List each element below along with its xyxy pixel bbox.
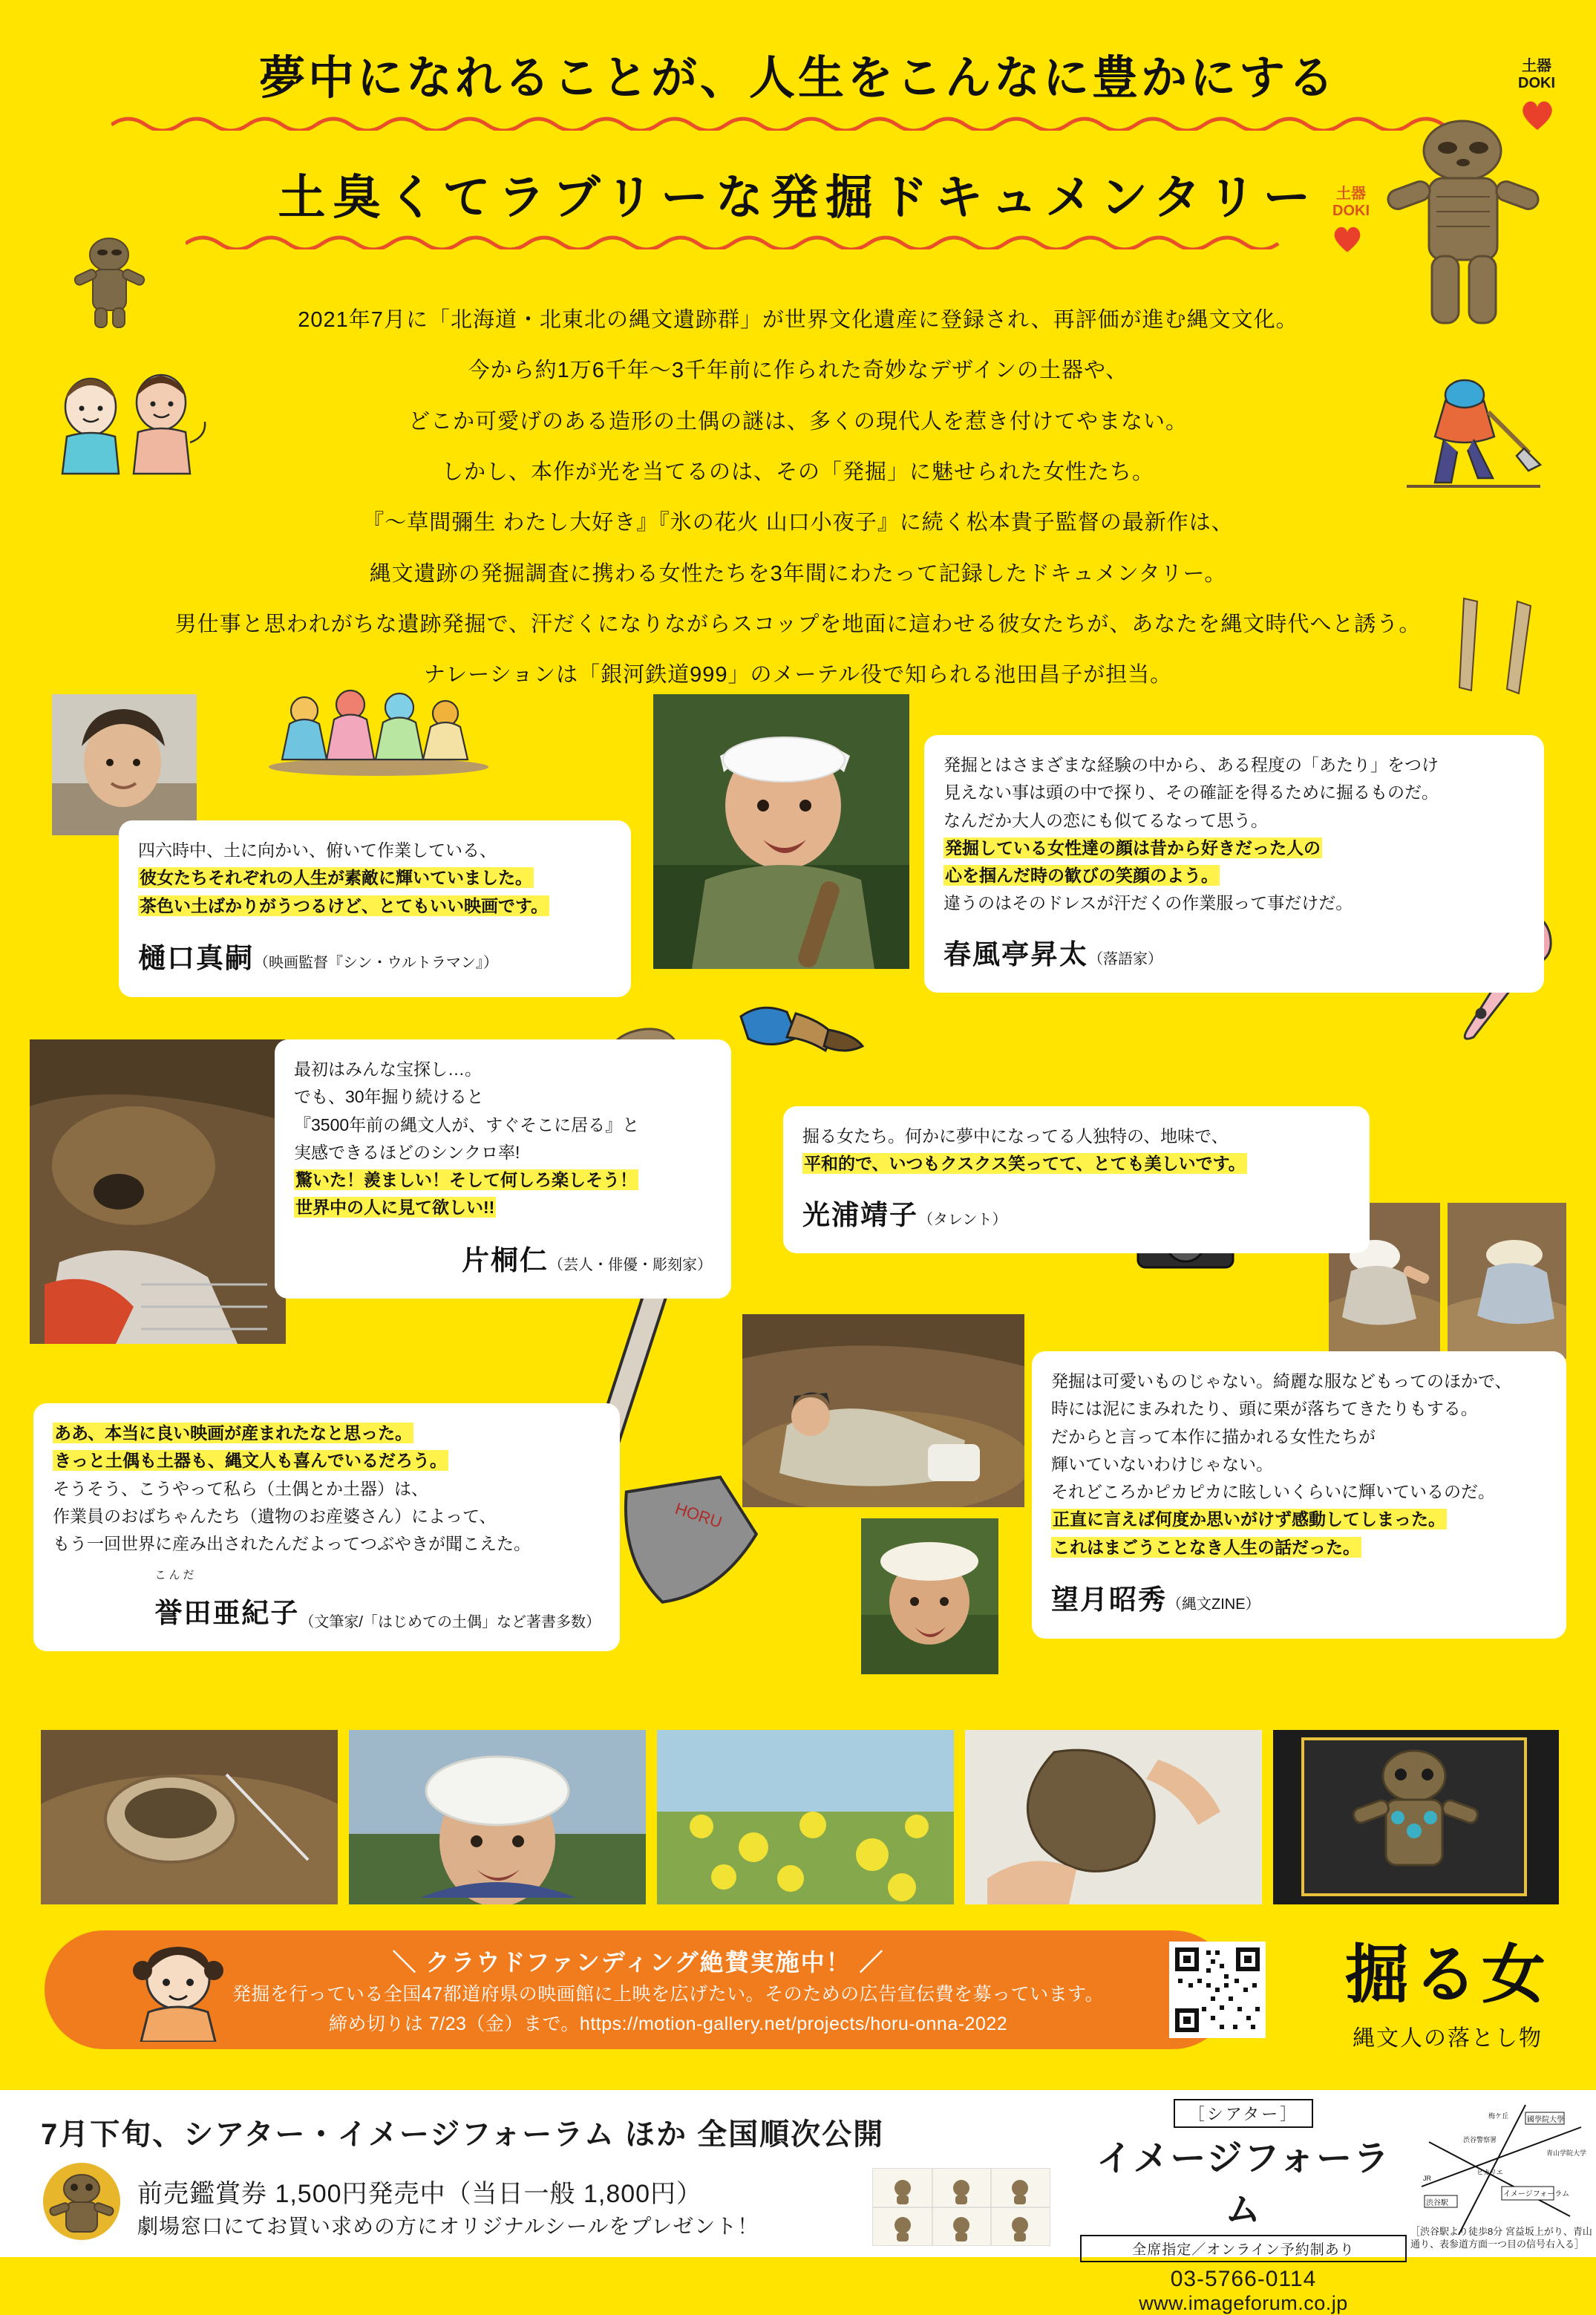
- svg-text:イメージフォーラム: イメージフォーラム: [1503, 2190, 1570, 2198]
- intro-line: 2021年7月に「北海道・北東北の縄文遺跡群」が世界文化遺産に登録され、再評価が進む縄文文化。: [298, 308, 1298, 332]
- theater-name: イメージフォーラム: [1096, 2139, 1391, 2230]
- comment-line: もう一回世界に産み出されたんだよってつぶやきが聞こえた。: [53, 1534, 531, 1553]
- theater-phone[interactable]: 03-5766-0114: [1170, 2267, 1317, 2291]
- photo-strip-helmet-person: [349, 1730, 646, 1904]
- doki-label-top-right: 土器 DOKI: [1518, 58, 1555, 91]
- comment-line: そうそう、こうやって私ら（土偶とか土器）は、: [53, 1478, 428, 1498]
- comment-card-katagiri: [275, 1039, 731, 1299]
- photo-portrait-field: [861, 1518, 998, 1674]
- comment-line-highlight: 心を掴んだ時の歓びの笑顔のよう。: [945, 866, 1218, 885]
- wavy-divider-second-icon: [186, 230, 1299, 249]
- film-subtitle: 縄文人の落とし物: [1353, 2026, 1543, 2051]
- crowdfunding-description: 発掘を行っている全国47都道府県の映画館に上映を広げたい。そのための広告宣伝費を募っています。: [232, 1984, 1105, 2005]
- crowdfunding-banner[interactable]: [45, 1930, 1232, 2049]
- commenter-name: 樋口真嗣: [138, 942, 254, 973]
- comment-card-mochizuki: [1032, 1351, 1566, 1639]
- theater-tag: ［シアター］: [1174, 2099, 1313, 2128]
- crowdfunding-qr-code[interactable]: [1169, 1942, 1266, 2038]
- commenter-name-ruby: こんだ: [154, 1569, 197, 1582]
- photo-strip-rapeseed-field: [657, 1730, 954, 1904]
- svg-text:JR: JR: [1423, 2175, 1431, 2182]
- photo-field-woman: [653, 694, 909, 969]
- intro-line: 今から約1万6千年〜3千年前に作られた奇妙なデザインの土器や、: [468, 359, 1128, 383]
- comment-line: 時には泥にまみれたり、頭に栗が落ちてきたりもする。: [1051, 1399, 1478, 1419]
- headline-secondary: 土臭くてラブリーな発掘ドキュメンタリー: [278, 171, 1318, 224]
- comment-card-higuchi: [119, 820, 631, 997]
- intro-line: 『〜草間彌生 わたし大好き』『氷の花火 山口小夜子』に続く松本貴子監督の最新作は、: [362, 511, 1234, 535]
- commenter-name: 望月昭秀: [1051, 1584, 1167, 1615]
- photo-worker-right: [1448, 1203, 1566, 1359]
- comment-card-mitsuura: [783, 1106, 1370, 1253]
- photo-portrait-higuchi: [52, 694, 197, 835]
- comment-line-highlight: 驚いた！羨ましい！そして何しろ楽しそう！: [295, 1170, 637, 1189]
- commenter-role: （タレント）: [918, 1211, 1007, 1228]
- ticket-sticker-image: [872, 2168, 1050, 2246]
- comment-line: なんだか大人の恋にも似てるなって思う。: [943, 810, 1268, 830]
- comment-line-highlight: 正直に言えば何度か思いがけず感動してしまった。: [1053, 1509, 1445, 1529]
- photo-strip-shard-hands: [965, 1730, 1262, 1904]
- commenter-role: （縄文ZINE）: [1167, 1596, 1260, 1613]
- intro-line: 縄文遺跡の発掘調査に携わる女性たちを3年間にわたって記録したドキュメンタリー。: [369, 561, 1227, 586]
- doki-label-second: 土器 DOKI: [1332, 186, 1370, 219]
- access-note: ［渋谷駅より徒歩8分 宮益坂上がり、青山通り、表参道方面一つ目の信号右入る］: [1410, 2225, 1592, 2250]
- comment-line-highlight: 世界中の人に見て欲しい!!: [295, 1198, 495, 1218]
- comment-line: 違うのはそのドレスが汗だくの作業服って事だけだ。: [943, 893, 1353, 913]
- svg-text:國學院大學: 國學院大學: [1527, 2116, 1564, 2124]
- comment-line: だからと言って本作に描かれる女性たちが: [1051, 1426, 1376, 1446]
- comment-line-highlight: 茶色い土ばかりがうつるけど、とてもいい映画です。: [140, 895, 549, 915]
- comment-card-harukazetei: [924, 735, 1544, 993]
- intro-paragraph: [100, 297, 1496, 703]
- commenter-name: 誉田亜紀子: [154, 1597, 300, 1628]
- ticket-price: 前売鑑賞券 1,500円発売中（当日一般 1,800円）: [137, 2180, 703, 2208]
- photo-strip-pottery: [41, 1730, 338, 1904]
- film-logo: [1329, 1923, 1566, 2052]
- commenter-name: 春風亭昇太: [943, 938, 1088, 970]
- theater-url[interactable]: www.imageforum.co.jp: [1139, 2292, 1348, 2314]
- intro-line: 男仕事と思われがちな遺跡発掘で、汗だくになりながらスコップを地面に這わせる彼女たちが、あなたを縄文時代へと誘う。: [174, 613, 1422, 637]
- footer-bar: [0, 2090, 1596, 2314]
- comment-line: でも、30年掘り続けると: [294, 1087, 484, 1107]
- comment-line: 四六時中、土に向かい、俯いて作業している、: [138, 840, 497, 860]
- svg-text:青山学院大学: 青山学院大学: [1546, 2149, 1587, 2157]
- heart-icon-2: [1331, 224, 1364, 254]
- comment-line: 輝いていないわけじゃない。: [1051, 1454, 1273, 1474]
- commenter-role: （芸人・俳優・彫刻家）: [549, 1256, 712, 1273]
- comment-line: それどころかピカピカに眩しいくらいに輝いているのだ。: [1051, 1482, 1495, 1501]
- photo-strip-museum-dogu: [1273, 1730, 1559, 1904]
- headline-primary: 夢中になれることが、人生をこんなに豊かにする: [258, 53, 1337, 104]
- comment-line: 『3500年前の縄文人が、すぐそこに居る』と: [294, 1114, 640, 1134]
- comment-line-highlight: きっと土偶も土器も、縄文人も喜んでいるだろう。: [54, 1451, 447, 1471]
- comment-line: 掘る女たち。何かに夢中になってる人独特の、地味で、: [802, 1126, 1229, 1146]
- comment-line: 発掘は可愛いものじゃない。綺麗な服などもってのほかで、: [1051, 1371, 1512, 1391]
- comment-line-highlight: 彼女たちそれぞれの人生が素敵に輝いていました。: [140, 868, 532, 888]
- crowdfunding-deadline-url[interactable]: 締め切りは 7/23（金）まで。https://motion-gallery.net/projects/horu-onna-2022: [328, 2014, 1008, 2034]
- comment-line: 見えない事は頭の中で探り、その確証を得るために掘るものだ。: [943, 783, 1439, 803]
- svg-text:渋谷駅: 渋谷駅: [1426, 2199, 1448, 2207]
- wavy-divider-top-icon: [111, 111, 1492, 131]
- comment-line-highlight: 平和的で、いつもクスクス笑ってて、とても美しいです。: [804, 1154, 1246, 1174]
- footer-dogu-icon: [41, 2161, 122, 2242]
- comment-card-konda: [33, 1403, 620, 1651]
- theater-info: [1080, 2099, 1407, 2315]
- comment-line: 作業員のおばちゃんたち（遺物のお産婆さん）によって、: [53, 1506, 497, 1526]
- photo-excavation-hand: [30, 1039, 286, 1344]
- brush-illustration-icon: [727, 991, 869, 1073]
- sticker-offer: 劇場窓口にてお買い求めの方にオリジナルシールをプレゼント！: [137, 2215, 759, 2238]
- comment-line-highlight: ああ、本当に良い映画が産まれたなと思った。: [54, 1423, 413, 1443]
- comment-line: 実感できるほどのシンクロ率!: [294, 1142, 520, 1162]
- comment-line-highlight: 発掘している女性達の顔は昔から好きだった人の: [945, 837, 1321, 858]
- svg-text:HORU: HORU: [673, 1498, 725, 1532]
- mascot-girl-icon: [126, 1941, 230, 2042]
- intro-line: ナレーションは「銀河鉄道999」のメーテル役で知られる池田昌子が担当。: [423, 663, 1173, 688]
- intro-line: どこか可愛げのある造形の土偶の謎は、多くの現代人を惹き付けてやまない。: [408, 409, 1188, 434]
- commenter-role: （文筆家/「はじめての土偶」など著書多数）: [299, 1614, 601, 1631]
- commenter-role: （映画監督『シン・ウルトラマン』）: [254, 954, 498, 971]
- release-info: 7月下旬、シアター・イメージフォーラム ほか 全国順次公開: [41, 2118, 885, 2151]
- theater-reservation-note: 全席指定／オンライン予約制あり: [1080, 2235, 1407, 2262]
- svg-text:渋谷警察署: 渋谷警察署: [1463, 2136, 1497, 2143]
- svg-text:ヒカリエ: ヒカリエ: [1476, 2169, 1503, 2176]
- film-title: 掘る女: [1345, 1939, 1550, 2011]
- commenter-name: 片桐仁: [462, 1244, 549, 1276]
- commenter-role: （落語家）: [1088, 950, 1162, 967]
- comment-line: 最初はみんな宝探し…。: [294, 1059, 482, 1079]
- crowdfunding-title: ＼ クラウドファンディング絶賛実施中！ ／: [392, 1949, 885, 1976]
- comment-line-highlight: これはまごうことなき人生の話だった。: [1053, 1537, 1360, 1557]
- bamboo-tools-icon: [1440, 594, 1559, 698]
- comment-line: 発掘とはさまざまな経験の中から、ある程度の「あたり」をつけ: [943, 755, 1439, 774]
- intro-line: しかし、本作が光を当てるのは、その「発掘」に魅せられた女性たち。: [441, 460, 1154, 485]
- commenter-name: 光浦靖子: [802, 1199, 918, 1230]
- svg-text:梅ケ丘: 梅ケ丘: [1488, 2112, 1509, 2120]
